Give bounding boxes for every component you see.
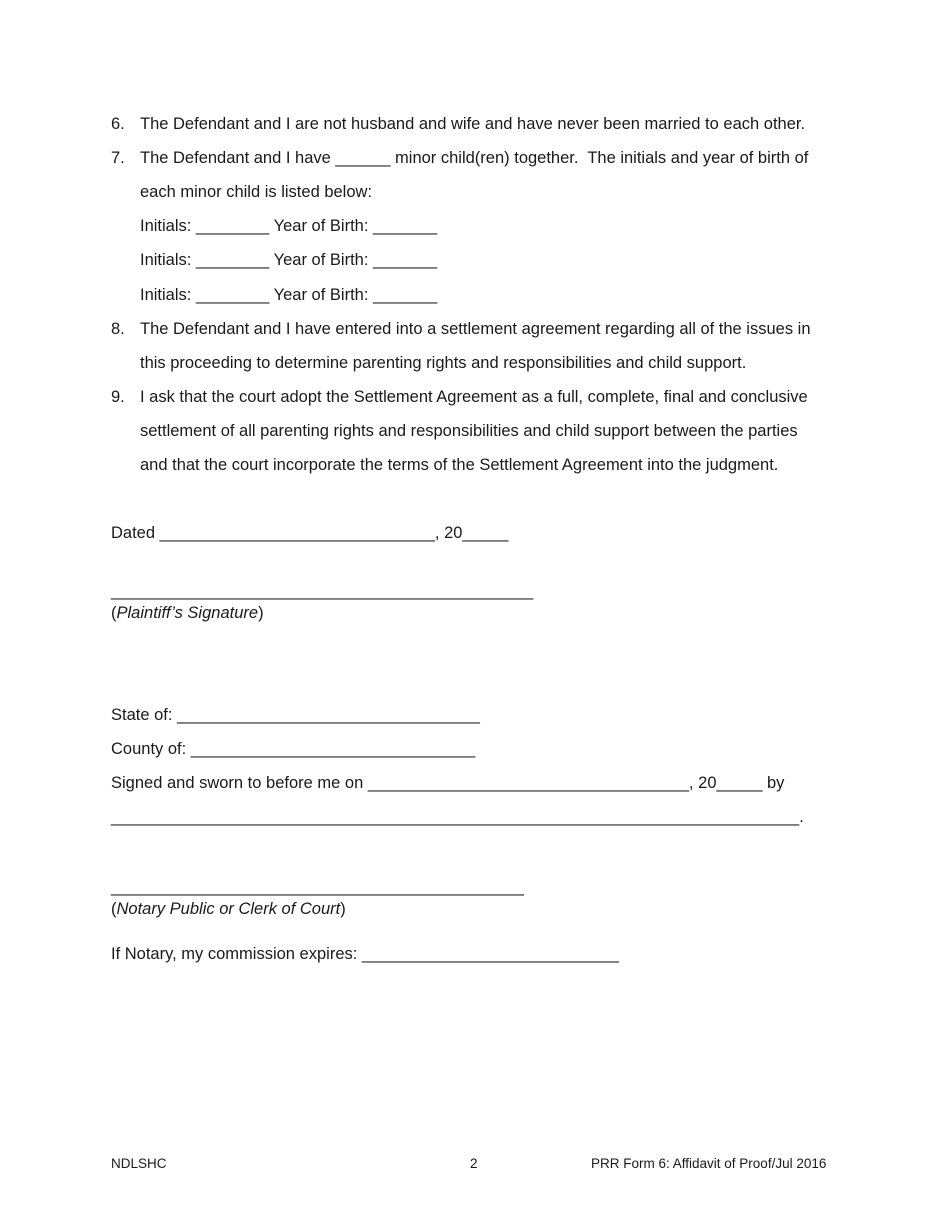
paren-close: ) [340, 900, 346, 918]
footer-right: PRR Form 6: Affidavit of Proof/Jul 2016 [591, 1156, 827, 1171]
sworn-by-name-field[interactable]: ___________________________________________________________________________. [111, 808, 804, 826]
item-6-number: 6. [111, 115, 125, 133]
notary-signature-caption [111, 899, 346, 919]
sworn-date-field[interactable]: Signed and sworn to before me on ___________________________________, 20_____ by [111, 774, 785, 792]
item-9-text-line-2: settlement of all parenting rights and responsibilities and child support between the parties [140, 422, 798, 440]
paren-open: ( [111, 900, 117, 918]
state-of-field[interactable]: State of: _________________________________ [111, 706, 480, 724]
notary-signature-label: Notary Public or Clerk of Court [116, 900, 341, 918]
item-7-text-line-1: The Defendant and I have ______ minor child(ren) together. The initials and year of birth of [140, 149, 809, 167]
footer-left: NDLSHC [111, 1156, 167, 1171]
child-2-initials-year-field[interactable]: Initials: ________ Year of Birth: _______ [140, 251, 438, 269]
item-9-text-line-3: and that the court incorporate the terms of the Settlement Agreement into the judgment. [140, 456, 779, 474]
item-6-text: The Defendant and I are not husband and wife and have never been married to each other. [140, 115, 806, 133]
page-number: 2 [470, 1156, 478, 1171]
dated-field[interactable]: Dated ______________________________, 20_____ [111, 524, 509, 542]
item-8-text-line-1: The Defendant and I have entered into a settlement agreement regarding all of the issues in [140, 320, 811, 338]
paren-open: ( [111, 604, 117, 622]
plaintiff-signature-caption [111, 603, 264, 623]
item-9-text-line-1: I ask that the court adopt the Settlement Agreement as a full, complete, final and conclusive [140, 388, 808, 406]
commission-expires-field[interactable]: If Notary, my commission expires: ____________________________ [111, 945, 619, 963]
item-8-text-line-2: this proceeding to determine parenting rights and responsibilities and child support. [140, 354, 747, 372]
child-1-initials-year-field[interactable]: Initials: ________ Year of Birth: _______ [140, 217, 438, 235]
notary-signature-line[interactable]: _____________________________________________ [111, 878, 524, 896]
county-of-field[interactable]: County of: _______________________________ [111, 740, 476, 758]
plaintiff-signature-label: Plaintiff’s Signature [116, 604, 259, 622]
item-7-text-line-2: each minor child is listed below: [140, 183, 373, 201]
child-3-initials-year-field[interactable]: Initials: ________ Year of Birth: _______ [140, 286, 438, 304]
item-8-number: 8. [111, 320, 125, 338]
item-9-number: 9. [111, 388, 125, 406]
paren-close: ) [258, 604, 264, 622]
item-7-number: 7. [111, 149, 125, 167]
plaintiff-signature-line[interactable]: ______________________________________________ [111, 582, 534, 600]
